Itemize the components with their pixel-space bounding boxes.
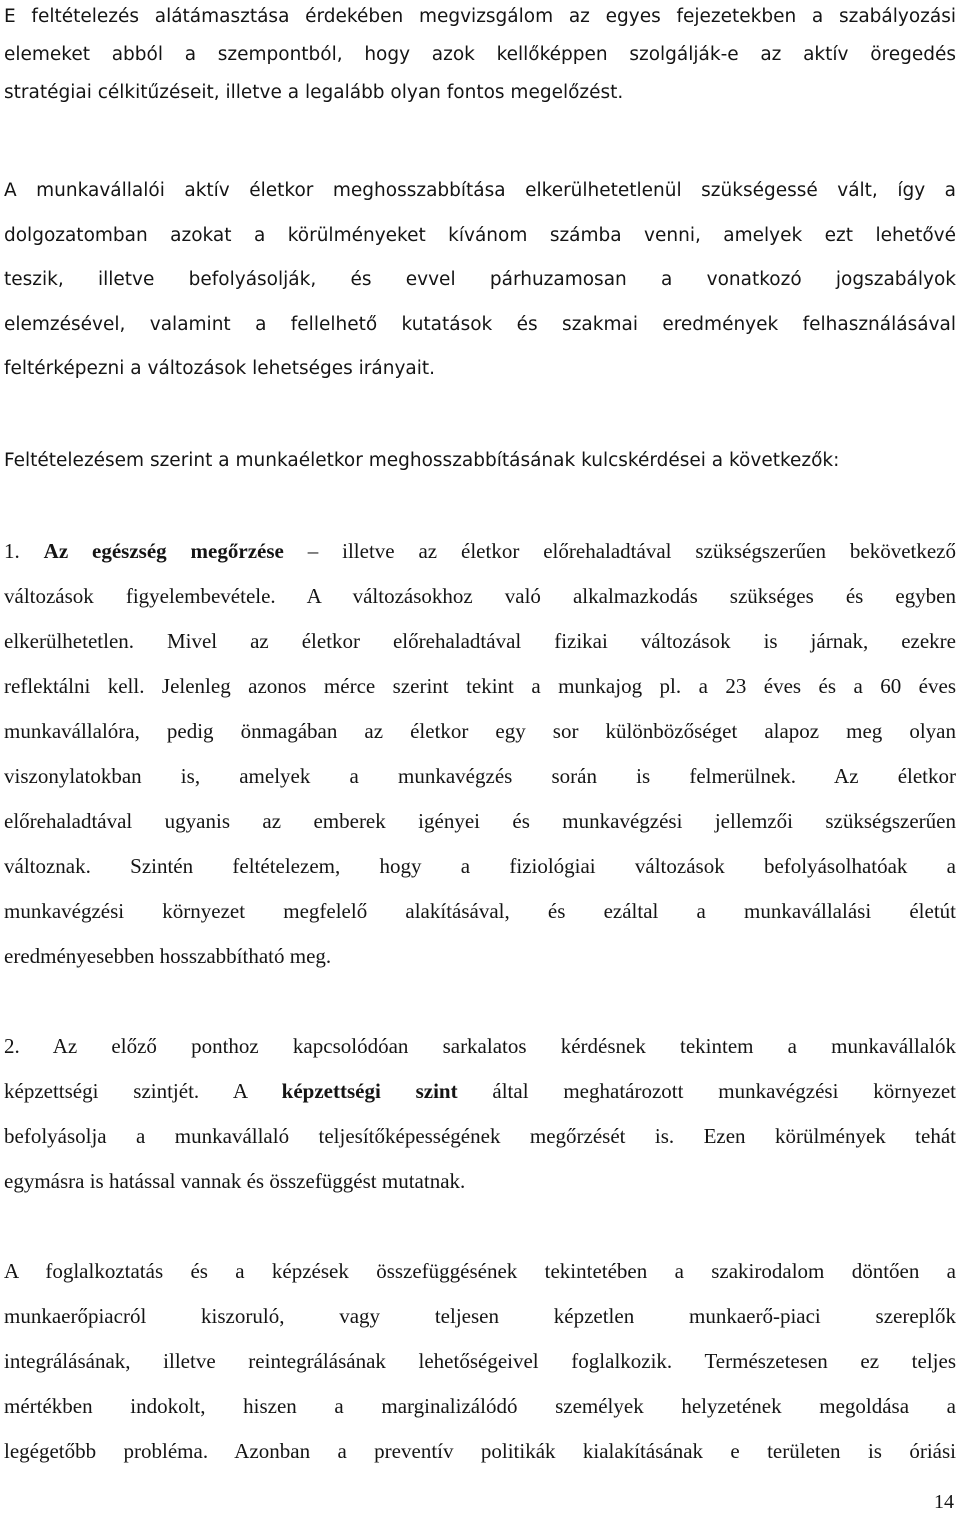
text-line: stratégiai célkitűzéseit, illetve a legalább olyan fontos megelőzést. xyxy=(4,82,624,103)
text-line: 2. Az előző ponthoz kapcsolódóan sarkalatos kérdésnek tekintem a munkavállalók xyxy=(4,1034,956,1058)
text-segment: – illetve az életkor előrehaladtával szükségszerűen bekövetkező xyxy=(283,539,956,563)
text-line: teszik, illetve befolyásolják, és evvel párhuzamosan a vonatkozó jogszabályok xyxy=(4,269,956,290)
text-line: reflektálni kell. Jelenleg azonos mérce szerint tekint a munkajog pl. a 23 éves és a 60 éves xyxy=(4,674,956,698)
text-line: munkaerőpiacról kiszoruló, vagy teljesen képzetlen munkaerő-piaci szereplők xyxy=(4,1304,956,1328)
text-line: változnak. Szintén feltételezem, hogy a fiziológiai változások befolyásolhatóak a xyxy=(4,854,956,878)
text-line: befolyásolja a munkavállaló teljesítőképességének megőrzését is. Ezen körülmények tehát xyxy=(4,1124,956,1148)
text-line: mértékben indokolt, hiszen a marginalizálódó személyek helyzetének megoldása a xyxy=(4,1394,956,1418)
text-line: egymásra is hatással vannak és összefüggést mutatnak. xyxy=(4,1169,466,1193)
list-number: 1. xyxy=(4,539,20,563)
text-line: elemzésével, valamint a fellelhető kutatások és szakmai eredmények felhasználásával xyxy=(4,314,956,335)
page-number: 14 xyxy=(934,1491,954,1513)
text-line: munkavégzési környezet megfelelő alakításával, és ezáltal a munkavállalási életút xyxy=(4,899,956,923)
text-line: elkerülhetetlen. Mivel az életkor előrehaladtával fizikai változások is járnak, ezekre xyxy=(4,629,956,653)
text-line: integrálásának, illetve reintegrálásának lehetőségeivel foglalkozik. Természetesen ez teljes xyxy=(4,1349,956,1373)
text-line: legégetőbb probléma. Azonban a preventív politikák kialakításának e területen is óriási xyxy=(4,1439,956,1463)
text-line: E feltételezés alátámasztása érdekében megvizsgálom az egyes fejezetekben a szabályozási xyxy=(4,6,956,27)
text-line: viszonylatokban is, amelyek a munkavégzés során is felmerülnek. Az életkor xyxy=(4,764,956,788)
text-segment: képzettségi szintjét. A xyxy=(4,1079,282,1103)
text-segment: által meghatározott munkavégzési környezet xyxy=(457,1079,956,1103)
text-line: A munkavállalói aktív életkor meghosszabbítása elkerülhetetlenül szükségessé vált, így a xyxy=(4,180,956,201)
text-line: feltérképezni a változások lehetséges irányait. xyxy=(4,358,436,379)
text-line: Feltételezésem szerint a munkaéletkor meghosszabbításának kulcskérdései a következők: xyxy=(4,450,840,471)
emphasis: képzettségi szint xyxy=(281,1079,458,1103)
text-line: változások figyelembevétele. A változásokhoz való alkalmazkodás szükséges és egyben xyxy=(4,584,956,608)
emphasis: Az egészség megőrzése xyxy=(43,539,284,563)
text-line-first xyxy=(4,536,956,566)
text-line: eredményesebben hosszabbítható meg. xyxy=(4,944,332,968)
text-line: munkavállalóra, pedig önmagában az életkor egy sor különbözőséget alapoz meg olyan xyxy=(4,719,956,743)
text-line: dolgozatomban azokat a körülményeket kívánom számba venni, amelyek ezt lehetővé xyxy=(4,225,956,246)
text-line: elemeket abból a szempontból, hogy azok kellőképpen szolgálják-e az aktív öregedés xyxy=(4,44,956,65)
text-line: A foglalkoztatás és a képzések összefüggésének tekintetében a szakirodalom döntően a xyxy=(4,1259,956,1283)
text-line: előrehaladtával ugyanis az emberek igényei és munkavégzési jellemzői szükségszerűen xyxy=(4,809,956,833)
text-line-second xyxy=(4,1076,956,1106)
